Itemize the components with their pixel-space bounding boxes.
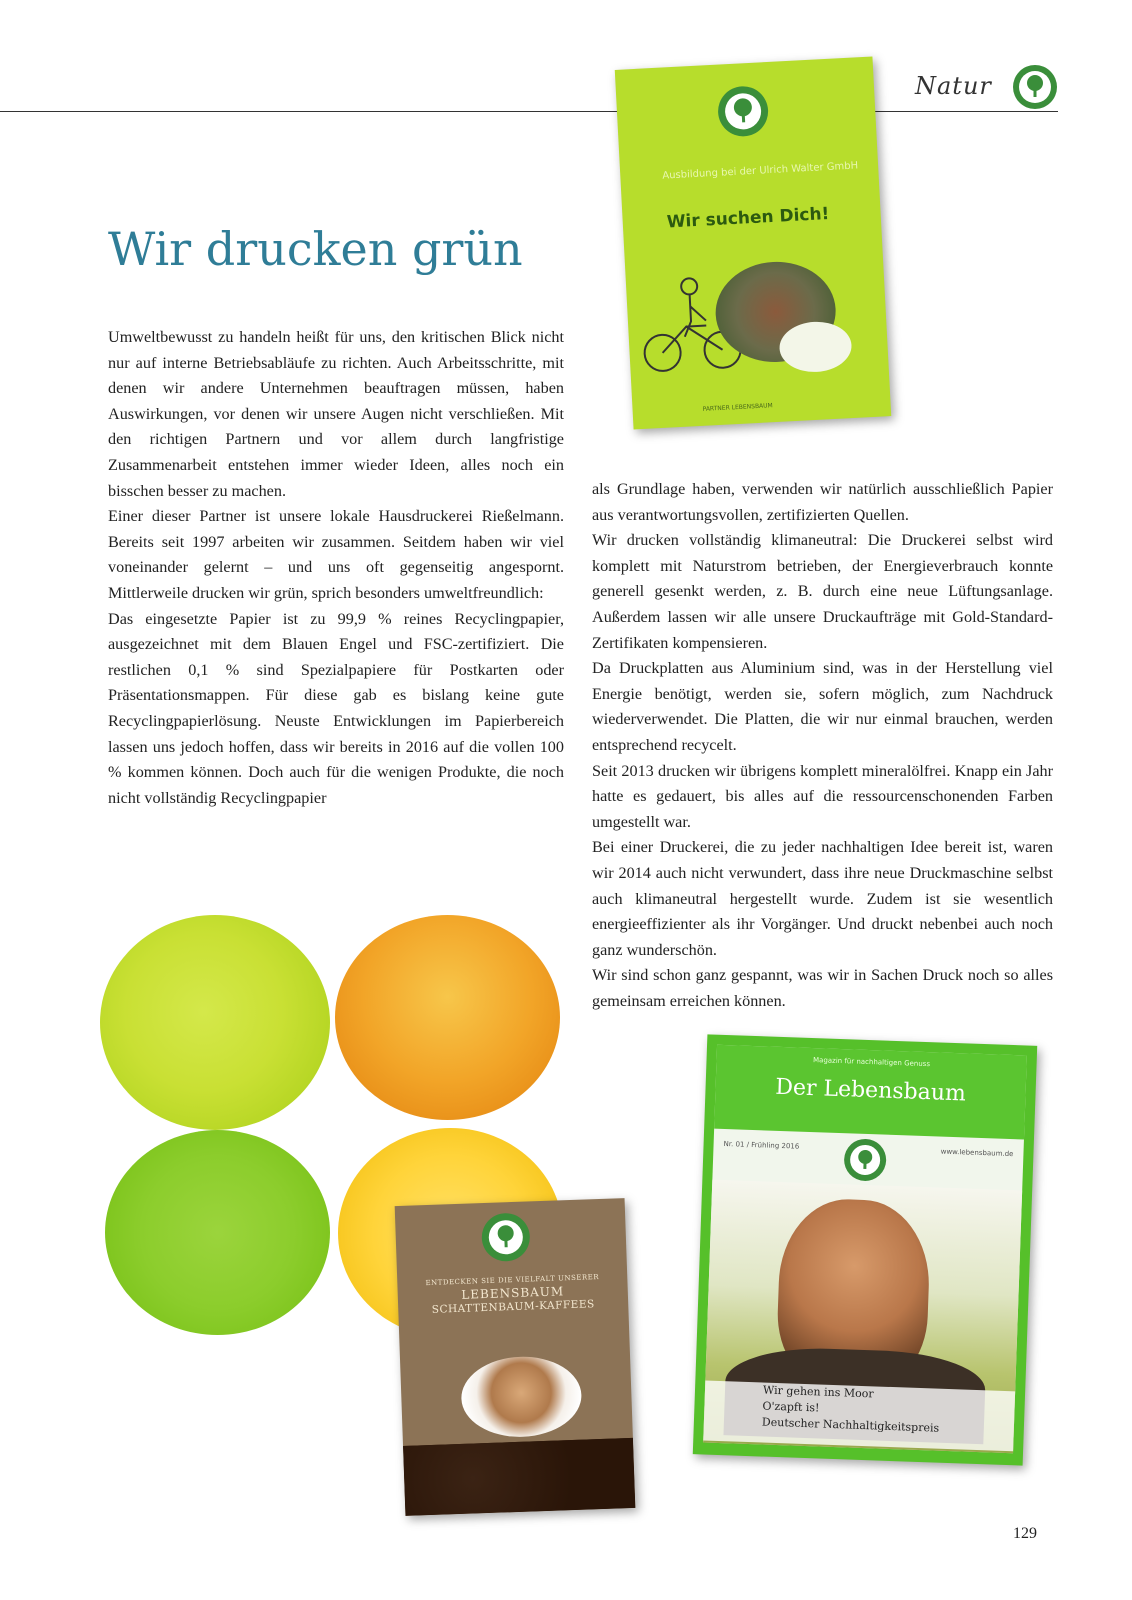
article-title: Wir drucken grün	[108, 222, 523, 276]
paragraph: Einer dieser Partner ist unsere lokale Hausdruckerei Rießelmann. Bereits seit 1997 arbeiten wir zusammen. Seitdem haben wir viel voneinander gelernt – und uns oft gegenseitig angespornt. Mittlerweile drucken wir grün, sprich besonders umweltfreundlich:	[108, 507, 564, 602]
recruiting-brochure-image	[615, 56, 891, 429]
coffee-beans-photo	[403, 1438, 635, 1516]
paragraph: Bei einer Druckerei, die zu jeder nachhaltigen Idee bereit ist, waren wir 2014 auch nicht verwundert, dass ihre neue Druckmaschine selbst auch klimaneutral hergestellt wurde. Zudem ist sie wesentlich energieeffizienter als ihr Vorgänger. Und druckt nebenbei auch noch ganz wunderschön.	[592, 838, 1053, 959]
coffee-line-2: LEBENSBAUM	[461, 1284, 565, 1302]
watercolor-blob-green	[105, 1130, 330, 1335]
lebensbaum-seal-icon	[716, 84, 771, 139]
magazine-teasers	[703, 1381, 1015, 1452]
watercolor-blob-orange	[335, 915, 560, 1120]
paragraph: Das eingesetzte Papier ist zu 99,9 % reines Recyclingpapier, ausgezeichnet mit dem Blauen Engel und FSC-zertifiziert. Die restlichen 0,1 % sind Spezialpapiere für Postkarten oder Präsentationsmappen. Für diese gab es bislang keine gute Recyclingpapierlösung. Neuste Entwicklungen im Papierbereich lassen uns jedoch hoffen, dass wir bereits in 2016 auf die vollen 100 % kommen können. Doch auch für die wenigen Produkte, die noch nicht vollständig Recyclingpapier	[108, 609, 564, 807]
coffee-line-3: SCHATTENBAUM-KAFFEES	[431, 1298, 595, 1316]
teaser-line: O'zapft is!	[762, 1399, 820, 1415]
magazine-title: Der Lebensbaum	[774, 1074, 967, 1107]
lebensbaum-seal-icon	[480, 1211, 532, 1263]
magazine-inner	[703, 1045, 1027, 1454]
magazine-web: www.lebensbaum.de	[940, 1147, 1014, 1159]
article-left-column	[108, 325, 564, 811]
paragraph: Wir drucken vollständig klimaneutral: Die Druckerei selbst wird komplett mit Naturstrom betrieben, der Energieverbrauch konnte generell gesenkt werden, z. B. durch eine neue Lüftungsanlage. Außerdem lassen wir alle unsere Druckaufträge mit Gold-Standard-Zertifikaten kompensieren.	[592, 531, 1053, 652]
section-label: Natur	[915, 72, 992, 100]
magazine-title-band	[714, 1045, 1027, 1140]
brochure-heading: Wir suchen Dich!	[666, 203, 830, 233]
paragraph: Seit 2013 drucken wir übrigens komplett mineralölfrei. Knapp ein Jahr hatte es gedauert, bis alles auf die ressourcenschonenden Farben umgestellt war.	[592, 761, 1053, 831]
lebensbaum-logo-icon	[1012, 64, 1058, 110]
paragraph: Wir sind schon ganz gespannt, was wir in Sachen Druck noch so alles gemeinsam erreichen können.	[592, 966, 1053, 1010]
brochure-subline: Ausbildung bei der Ulrich Walter GmbH	[662, 160, 859, 182]
magazine-cover-image	[693, 1034, 1037, 1465]
teaser-line: Wir gehen ins Moor	[762, 1383, 874, 1401]
magazine-topline: Magazin für nachhaltigen Genuss	[812, 1056, 931, 1069]
paragraph: Umweltbewusst zu handeln heißt für uns, den kritischen Blick nicht nur auf interne Betriebsabläufe zu richten. Auch Arbeitsschritte, mit denen wir andere Unternehmen beauftragen müssen, haben Auswirkungen, vor denen wir unsere Augen nicht verschließen. Mit den richtigen Partnern und vor allem durch langfristige Zusammenarbeit entstehen immer wieder Ideen, alles noch ein bisschen besser zu machen.	[108, 328, 564, 500]
article-right-column	[592, 477, 1053, 1014]
coffee-brochure-image	[395, 1198, 636, 1516]
coffee-line-1: ENTDECKEN SIE DIE VIELFALT UNSERER	[425, 1273, 600, 1288]
paragraph: Da Druckplatten aus Aluminium sind, was in der Herstellung viel Energie benötigt, werden sie, sofern möglich, zum Nachdruck wiederverwendet. Die Platten, die wir nur einmal brauchen, werden entsprechend recycelt.	[592, 659, 1053, 754]
header-rule	[0, 111, 1058, 112]
page-number: 129	[1013, 1525, 1037, 1542]
paragraph: als Grundlage haben, verwenden wir natürlich ausschließlich Papier aus verantwortungsvollen, zertifizierten Quellen.	[592, 480, 1053, 524]
lebensbaum-seal-icon	[842, 1137, 888, 1183]
brochure-footer: PARTNER LEBENSBAUM	[702, 402, 773, 413]
watercolor-blob-yellow-green	[100, 915, 330, 1130]
magazine-issue: Nr. 01 / Frühling 2016	[723, 1140, 800, 1151]
coffee-cup-photo	[460, 1355, 583, 1439]
teaser-line: Deutscher Nachhaltigkeitspreis	[761, 1415, 940, 1435]
coffee-cover-text	[397, 1272, 628, 1317]
